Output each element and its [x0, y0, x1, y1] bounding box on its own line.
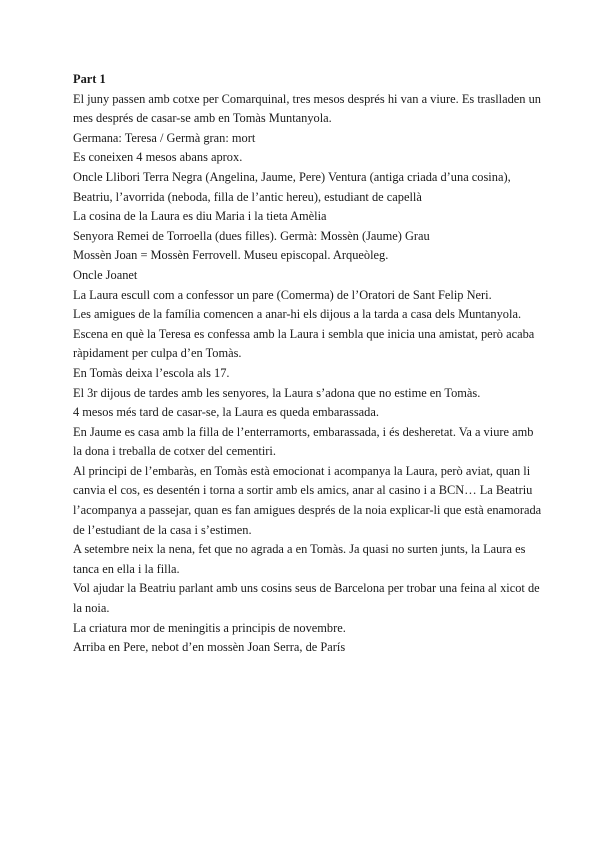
paragraph: La Laura escull com a confessor un pare (Comerma) de l’Oratori de Sant Felip Neri. — [73, 287, 492, 302]
paragraph: Vol ajudar la Beatriu parlant amb uns cosins seus de Barcelona per trobar una feina al xicot de la noia. — [73, 581, 540, 616]
paragraph: El juny passen amb cotxe per Comarquinal, tres mesos després hi van a viure. Es traslladen un mes després de casar-se amb en Tomàs Muntanyola. — [73, 91, 541, 126]
document-page — [73, 70, 543, 658]
paragraph: Les amigues de la família comencen a anar-hi els dijous a la tarda a casa dels Muntanyola. — [73, 307, 522, 322]
section-heading: Part 1 — [73, 72, 106, 86]
paragraph: El 3r dijous de tardes amb les senyores, la Laura s’adona que no estime en Tomàs. — [73, 385, 481, 400]
paragraph: En Tomàs deixa l’escola als 17. — [73, 365, 230, 380]
paragraph: 4 mesos més tard de casar-se, la Laura es queda embarassada. — [73, 405, 379, 420]
paragraph: Al principi de l’embaràs, en Tomàs està emocionat i acompanya la Laura, però aviat, quan li canvia el cos, es desentén i torna a sortir amb els amics, anar al casino i a BCN… La Beatriu l’acompanya a passejar, quan es fan amigues després de la noia explicar-li que està enamorada de l’estudiant de la casa i s’estimen. — [73, 463, 542, 537]
paragraph: A setembre neix la nena, fet que no agrada a en Tomàs. Ja quasi no surten junts, la Laura es tanca en ella i la filla. — [73, 542, 526, 576]
paragraph: En Jaume es casa amb la filla de l’enterramorts, embarassada, i és desheretat. Va a viure amb la dona i treballa de cotxer del cementiri. — [73, 424, 534, 459]
paragraph: Oncle Llibori Terra Negra (Angelina, Jaume, Pere) Ventura (antiga criada d’una cosina), Beatriu, l’avorrida (neboda, filla de l’antic hereu), estudiant de capellà — [73, 169, 511, 204]
paragraph: Germana: Teresa / Germà gran: mort — [73, 130, 256, 145]
paragraph: Arriba en Pere, nebot d’en mossèn Joan Serra, de París — [73, 640, 346, 655]
paragraph: Escena en què la Teresa es confessa amb la Laura i sembla que inicia una amistat, però acaba ràpidament per culpa d’en Tomàs. — [73, 326, 535, 361]
paragraph: La cosina de la Laura es diu Maria i la tieta Amèlia — [73, 209, 327, 224]
paragraph: La criatura mor de meningitis a principis de novembre. — [73, 620, 346, 635]
paragraph: Es coneixen 4 mesos abans aprox. — [73, 150, 243, 165]
paragraph: Senyora Remei de Torroella (dues filles). Germà: Mossèn (Jaume) Grau — [73, 228, 430, 243]
paragraph: Mossèn Joan = Mossèn Ferrovell. Museu episcopal. Arqueòleg. — [73, 248, 389, 263]
paragraph: Oncle Joanet — [73, 267, 138, 282]
